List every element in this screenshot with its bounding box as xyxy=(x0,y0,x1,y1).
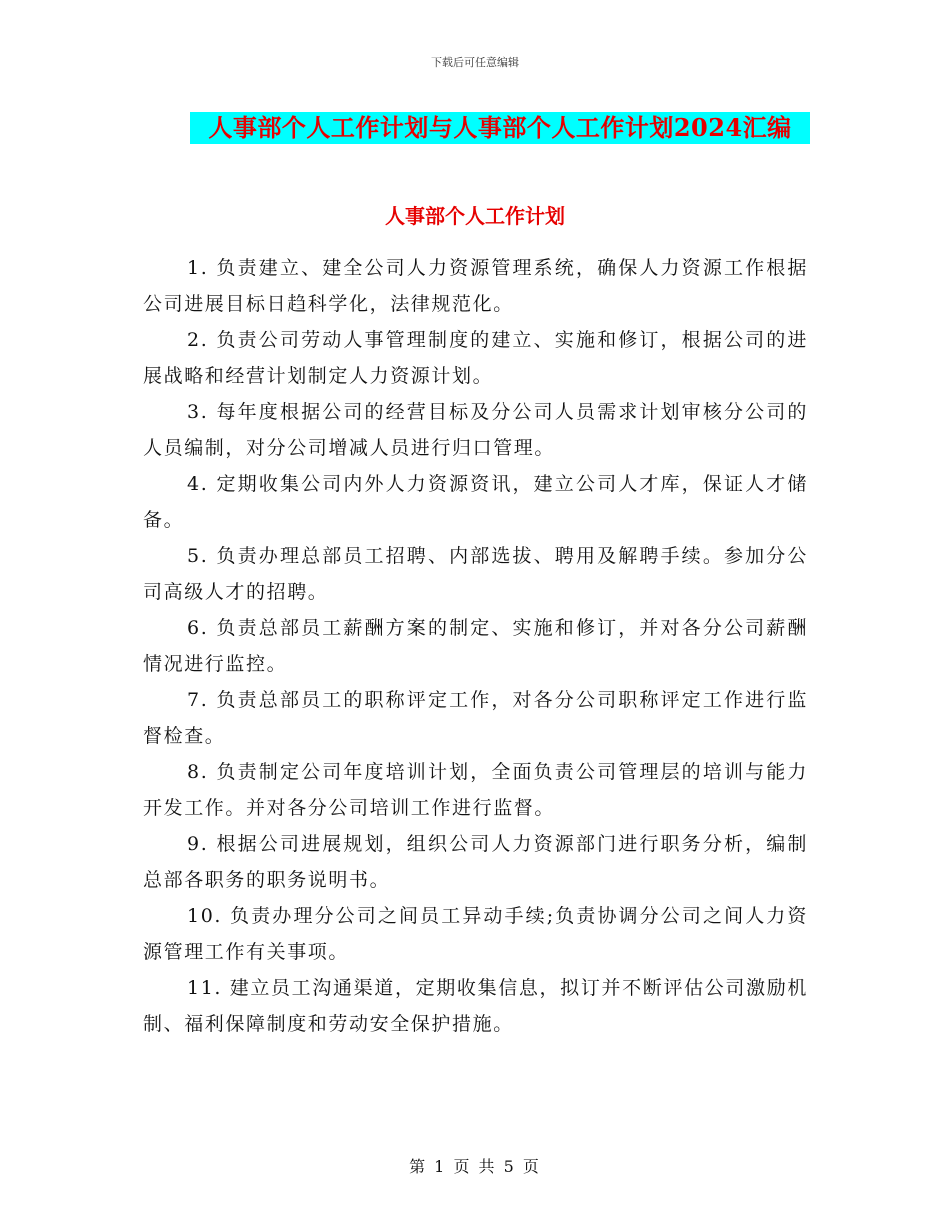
header-note: 下载后可任意编辑 xyxy=(431,56,519,69)
paragraph-3: 3. 每年度根据公司的经营目标及分公司人员需求计划审核分公司的人员编制，对分公司增减人员进行归口管理。 xyxy=(143,401,808,459)
paragraph-5: 5. 负责办理总部员工招聘、内部选拔、聘用及解聘手续。参加分公司高级人才的招聘。 xyxy=(143,545,808,603)
paragraph-2: 2. 负责公司劳动人事管理制度的建立、实施和修订，根据公司的进展战略和经营计划制定人力资源计划。 xyxy=(143,329,808,387)
paragraph-6: 6. 负责总部员工薪酬方案的制定、实施和修订，并对各分公司薪酬情况进行监控。 xyxy=(143,617,808,675)
paragraph-10: 10. 负责办理分公司之间员工异动手续;负责协调分公司之间人力资源管理工作有关事项。 xyxy=(143,905,808,963)
paragraph-9: 9. 根据公司进展规划，组织公司人力资源部门进行职务分析，编制总部各职务的职务说明书。 xyxy=(143,833,808,891)
section-title: 人事部个人工作计划 xyxy=(385,204,565,228)
page-number: 第 1 页 共 5 页 xyxy=(409,1157,541,1176)
paragraph-7: 7. 负责总部员工的职称评定工作，对各分公司职称评定工作进行监督检查。 xyxy=(143,689,808,747)
paragraph-1: 1. 负责建立、建全公司人力资源管理系统，确保人力资源工作根据公司进展目标日趋科学化，法律规范化。 xyxy=(143,257,808,315)
paragraph-11: 11. 建立员工沟通渠道，定期收集信息，拟订并不断评估公司激励机制、福利保障制度和劳动安全保护措施。 xyxy=(143,977,808,1035)
paragraph-8: 8. 负责制定公司年度培训计划，全面负责公司管理层的培训与能力开发工作。并对各分公司培训工作进行监督。 xyxy=(143,761,808,819)
document-title: 人事部个人工作计划与人事部个人工作计划2024汇编 xyxy=(190,112,810,144)
document-body xyxy=(143,250,808,1042)
paragraph-4: 4. 定期收集公司内外人力资源资讯，建立公司人才库，保证人才储备。 xyxy=(143,473,808,531)
